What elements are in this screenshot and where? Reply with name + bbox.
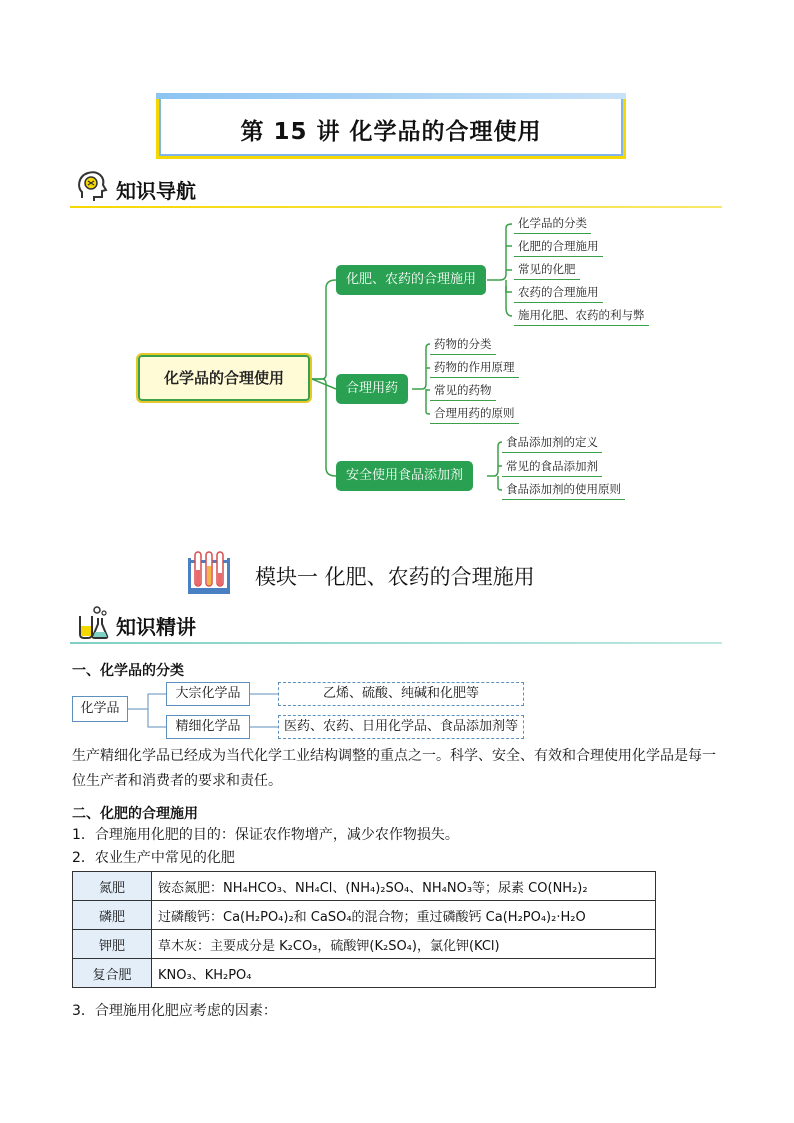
leaf-1-2: 化肥的合理施用 bbox=[514, 238, 603, 257]
branch-fertilizer-pesticide: 化肥、农药的合理施用 bbox=[336, 265, 486, 295]
table-cell-type: 磷肥 bbox=[73, 901, 152, 930]
table-row bbox=[73, 872, 656, 901]
section2-point2: 2．农业生产中常见的化肥 bbox=[72, 850, 235, 866]
fertilizer-table bbox=[72, 871, 656, 988]
table-cell-content: 过磷酸钙：Ca(H₂PO₄)₂和 CaSO₄的混合物；重过磷酸钙 Ca(H₂PO₄)₂·H₂O bbox=[152, 901, 656, 930]
chemicals-root-box: 化学品 bbox=[72, 696, 128, 722]
table-row bbox=[73, 930, 656, 959]
branch-rational-medicine: 合理用药 bbox=[336, 374, 408, 404]
mind-map-root: 化学品的合理使用 bbox=[136, 353, 312, 403]
page-title: 第 15 讲 化学品的合理使用 bbox=[240, 119, 542, 145]
lecture-header-label: 知识精讲 bbox=[116, 615, 196, 639]
section2-heading: 二、化肥的合理施用 bbox=[72, 806, 198, 822]
module-title: 模块一 化肥、农药的合理施用 bbox=[255, 565, 535, 589]
table-cell-type: 钾肥 bbox=[73, 930, 152, 959]
branch-food-additives: 安全使用食品添加剂 bbox=[336, 461, 473, 491]
leaf-3-3: 食品添加剂的使用原则 bbox=[502, 481, 625, 500]
bulk-chemicals-desc: 乙烯、硫酸、纯碱和化肥等 bbox=[278, 682, 524, 706]
bulk-chemicals-box: 大宗化学品 bbox=[166, 682, 250, 706]
leaf-3-1: 食品添加剂的定义 bbox=[502, 434, 602, 453]
leaf-1-3: 常见的化肥 bbox=[514, 261, 580, 280]
section2-point3: 3．合理施用化肥应考虑的因素： bbox=[72, 1003, 277, 1019]
table-row bbox=[73, 901, 656, 930]
table-cell-type: 氮肥 bbox=[73, 872, 152, 901]
section1-paragraph: 生产精细化学品已经成为当代化学工业结构调整的重点之一。科学、安全、有效和合理使用化学品是每一位生产者和消费者的要求和责任。 bbox=[72, 748, 716, 789]
table-cell-content: 铵态氮肥：NH₄HCO₃、NH₄Cl、(NH₄)₂SO₄、NH₄NO₃等；尿素 CO(NH₂)₂ bbox=[152, 872, 656, 901]
leaf-2-4: 合理用药的原则 bbox=[430, 405, 519, 424]
leaf-2-3: 常见的药物 bbox=[430, 382, 496, 401]
leaf-1-4: 农药的合理施用 bbox=[514, 284, 603, 303]
table-cell-content: 草木灰：主要成分是 K₂CO₃，硫酸钾(K₂SO₄)，氯化钾(KCl) bbox=[152, 930, 656, 959]
nav-header-label: 知识导航 bbox=[116, 179, 196, 203]
leaf-2-1: 药物的分类 bbox=[430, 336, 496, 355]
table-cell-content: KNO₃、KH₂PO₄ bbox=[152, 959, 656, 988]
table-cell-type: 复合肥 bbox=[73, 959, 152, 988]
fine-chemicals-box: 精细化学品 bbox=[166, 715, 250, 739]
section2-point1: 1．合理施用化肥的目的：保证农作物增产，减少农作物损失。 bbox=[72, 827, 459, 843]
leaf-1-1: 化学品的分类 bbox=[514, 215, 591, 234]
leaf-2-2: 药物的作用原理 bbox=[430, 359, 519, 378]
fine-chemicals-desc: 医药、农药、日用化学品、食品添加剂等 bbox=[278, 715, 524, 739]
section1-heading: 一、化学品的分类 bbox=[72, 663, 184, 679]
leaf-1-5: 施用化肥、农药的利与弊 bbox=[514, 307, 649, 326]
leaf-3-2: 常见的食品添加剂 bbox=[502, 458, 602, 477]
table-row bbox=[73, 959, 656, 988]
